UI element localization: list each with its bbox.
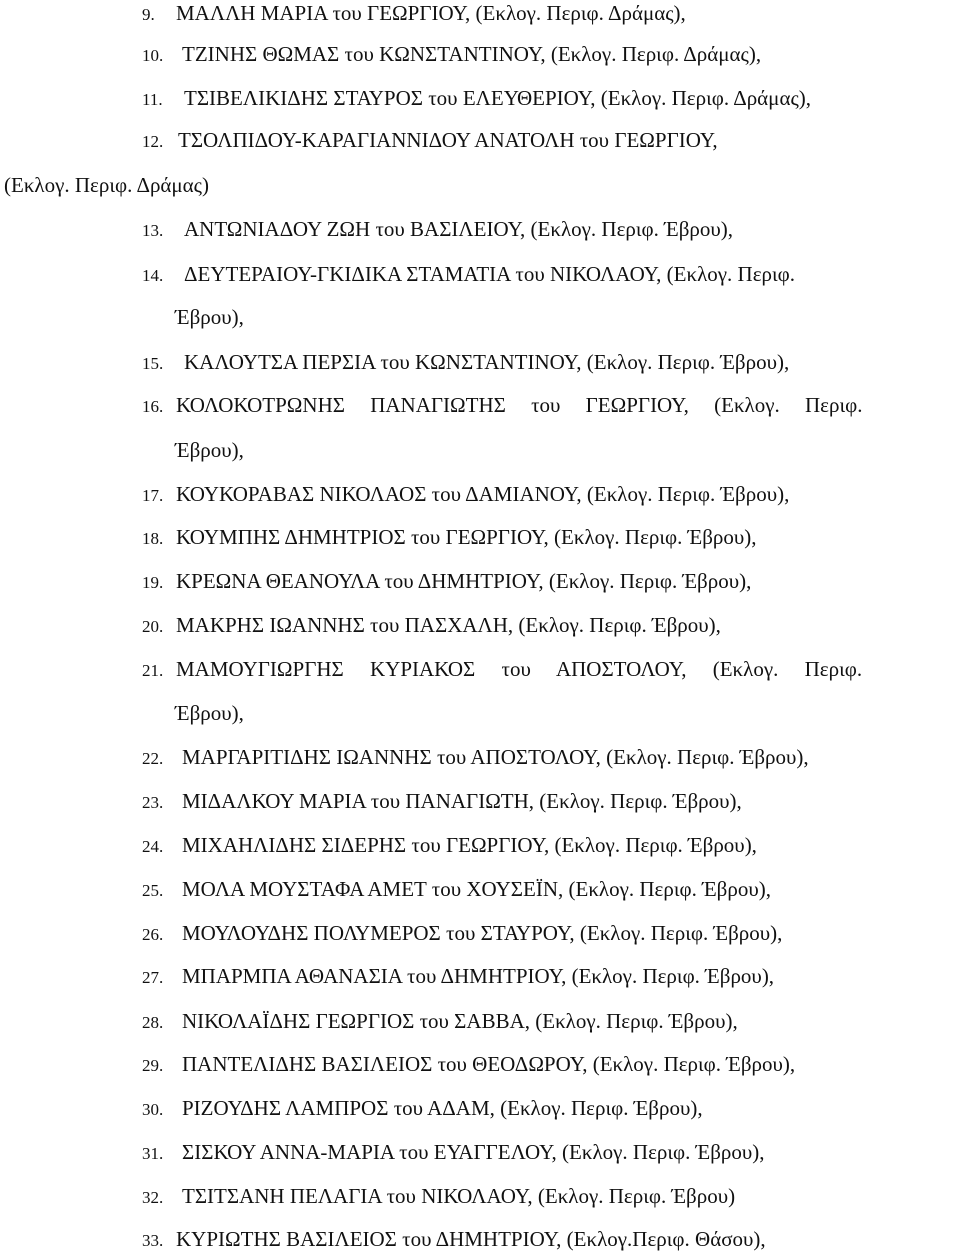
- item-text: ΣΙΣΚΟΥ ΑΝΝΑ-ΜΑΡΙΑ του ΕΥΑΓΓΕΛΟΥ, (Εκλογ. Περιφ. Έβρου),: [182, 1140, 765, 1164]
- list-item: [142, 835, 757, 856]
- item-number: 14.: [142, 266, 164, 285]
- item-number: 17.: [142, 486, 164, 505]
- list-item: [142, 527, 757, 548]
- item-number: 13.: [142, 221, 164, 240]
- item-text: ΚΟΥΚΟΡΑΒΑΣ ΝΙΚΟΛΑΟΣ του ΔΑΜΙΑΝΟΥ, (Εκλογ. Περιφ. Έβρου),: [176, 482, 790, 506]
- item-text: ΜΟΛΑ ΜΟΥΣΤΑΦΑ ΑΜΕΤ του ΧΟΥΣΕΪΝ, (Εκλογ. Περιφ. Έβρου),: [182, 877, 771, 901]
- item-text: ΜΑΜΟΥΓΙΩΡΓΗΣ ΚΥΡΙΑΚΟΣ του ΑΠΟΣΤΟΛΟΥ, (Εκλογ. Περιφ.: [176, 657, 863, 681]
- item-number: 11.: [142, 90, 163, 109]
- item-number: 31.: [142, 1144, 164, 1163]
- item-text: ΚΟΛΟΚΟΤΡΩΝΗΣ ΠΑΝΑΓΙΩΤΗΣ του ΓΕΩΡΓΙΟΥ, (Εκλογ. Περιφ.: [176, 393, 863, 417]
- list-item: [142, 1011, 738, 1032]
- item-number: 9.: [142, 5, 155, 24]
- list-item: [142, 1054, 795, 1075]
- item-number: 20.: [142, 617, 164, 636]
- item-number: 32.: [142, 1188, 164, 1207]
- item-number: 10.: [142, 46, 164, 65]
- item-text: ΜΑΚΡΗΣ ΙΩΑΝΝΗΣ του ΠΑΣΧΑΛΗ, (Εκλογ. Περιφ. Έβρου),: [176, 613, 721, 637]
- item-text: ΔΕΥΤΕΡΑΙΟΥ-ΓΚΙΔΙΚΑ ΣΤΑΜΑΤΙΑ του ΝΙΚΟΛΑΟΥ, (Εκλογ. Περιφ.: [184, 262, 796, 286]
- item-text: ΜΙΧΑΗΛΙΔΗΣ ΣΙΔΕΡΗΣ του ΓΕΩΡΓΙΟΥ, (Εκλογ. Περιφ. Έβρου),: [182, 833, 757, 857]
- list-item: [142, 1142, 765, 1163]
- list-item: [142, 88, 811, 109]
- list-item: [142, 571, 751, 592]
- list-item: [142, 1229, 766, 1250]
- item-text: ΤΖΙΝΗΣ ΘΩΜΑΣ του ΚΩΝΣΤΑΝΤΙΝΟΥ, (Εκλογ. Περιφ. Δράμας),: [182, 42, 762, 66]
- list-item: [142, 615, 721, 636]
- list-item: [142, 923, 782, 944]
- item-number: 21.: [142, 661, 164, 680]
- item-text: ΤΣΙΒΕΛΙΚΙΔΗΣ ΣΤΑΥΡΟΣ του ΕΛΕΥΘΕΡΙΟΥ, (Εκλογ. Περιφ. Δράμας),: [184, 86, 812, 110]
- item-number: 25.: [142, 881, 164, 900]
- item-number: 30.: [142, 1100, 164, 1119]
- item-continuation: (Εκλογ. Περιφ. Δράμας): [4, 173, 209, 197]
- list-item: [142, 395, 863, 416]
- list-item: [142, 264, 795, 285]
- list-item: [142, 747, 809, 768]
- item-text: ΜΠΑΡΜΠΑ ΑΘΑΝΑΣΙΑ του ΔΗΜΗΤΡΙΟΥ, (Εκλογ. Περιφ. Έβρου),: [182, 964, 775, 988]
- item-number: 22.: [142, 749, 164, 768]
- item-text: ΝΙΚΟΛΑΪΔΗΣ ΓΕΩΡΓΙΟΣ του ΣΑΒΒΑ, (Εκλογ. Περιφ. Έβρου),: [182, 1009, 738, 1033]
- item-text: ΤΣΙΤΣΑΝΗ ΠΕΛΑΓΙΑ του ΝΙΚΟΛΑΟΥ, (Εκλογ. Περιφ. Έβρου): [182, 1184, 736, 1208]
- list-item: [142, 130, 718, 151]
- item-text: ΚΟΥΜΠΗΣ ΔΗΜΗΤΡΙΟΣ του ΓΕΩΡΓΙΟΥ, (Εκλογ. Περιφ. Έβρου),: [176, 525, 757, 549]
- list-item: [142, 3, 686, 24]
- list-item: [142, 791, 742, 812]
- item-number: 28.: [142, 1013, 164, 1032]
- list-item: [142, 1098, 703, 1119]
- item-text: ΚΑΛΟΥΤΣΑ ΠΕΡΣΙΑ του ΚΩΝΣΤΑΝΤΙΝΟΥ, (Εκλογ. Περιφ. Έβρου),: [184, 350, 790, 374]
- item-text: ΡΙΖΟΥΔΗΣ ΛΑΜΠΡΟΣ του ΑΔΑΜ, (Εκλογ. Περιφ. Έβρου),: [182, 1096, 703, 1120]
- item-text: ΤΣΟΛΠΙΔΟΥ-ΚΑΡΑΓΙΑΝΝΙΔΟΥ ΑΝΑΤΟΛΗ του ΓΕΩΡΓΙΟΥ,: [178, 128, 718, 152]
- item-number: 12.: [142, 132, 164, 151]
- item-number: 27.: [142, 968, 164, 987]
- item-text: ΜΙΔΑΛΚΟΥ ΜΑΡΙΑ του ΠΑΝΑΓΙΩΤΗ, (Εκλογ. Περιφ. Έβρου),: [182, 789, 742, 813]
- item-continuation: Έβρου),: [175, 701, 244, 725]
- item-number: 23.: [142, 793, 164, 812]
- item-text: ΚΥΡΙΩΤΗΣ ΒΑΣΙΛΕΙΟΣ του ΔΗΜΗΤΡΙΟΥ, (Εκλογ.Περιφ. Θάσου),: [176, 1227, 766, 1251]
- item-number: 29.: [142, 1056, 164, 1075]
- list-item: [142, 879, 771, 900]
- list-item: [142, 484, 789, 505]
- list-item: [142, 966, 774, 987]
- list-item: [142, 352, 789, 373]
- list-item: [142, 44, 761, 65]
- item-text: ΜΑΡΓΑΡΙΤΙΔΗΣ ΙΩΑΝΝΗΣ του ΑΠΟΣΤΟΛΟΥ, (Εκλογ. Περιφ. Έβρου),: [182, 745, 809, 769]
- list-item: [142, 219, 733, 240]
- item-number: 33.: [142, 1231, 164, 1250]
- item-number: 16.: [142, 397, 164, 416]
- item-text: ΠΑΝΤΕΛΙΔΗΣ ΒΑΣΙΛΕΙΟΣ του ΘΕΟΔΩΡΟΥ, (Εκλογ. Περιφ. Έβρου),: [182, 1052, 796, 1076]
- item-continuation: Έβρου),: [175, 438, 244, 462]
- list-item: [142, 1186, 735, 1207]
- item-number: 26.: [142, 925, 164, 944]
- item-text: ΜΟΥΛΟΥΔΗΣ ΠΟΛΥΜΕΡΟΣ του ΣΤΑΥΡΟΥ, (Εκλογ. Περιφ. Έβρου),: [182, 921, 783, 945]
- item-number: 18.: [142, 529, 164, 548]
- item-text: ΚΡΕΩΝΑ ΘΕΑΝΟΥΛΑ του ΔΗΜΗΤΡΙΟΥ, (Εκλογ. Περιφ. Έβρου),: [176, 569, 752, 593]
- list-item: [142, 659, 862, 680]
- item-text: ΑΝΤΩΝΙΑΔΟΥ ΖΩΗ του ΒΑΣΙΛΕΙΟΥ, (Εκλογ. Περιφ. Έβρου),: [184, 217, 734, 241]
- item-number: 15.: [142, 354, 164, 373]
- item-continuation: Έβρου),: [175, 305, 244, 329]
- item-number: 24.: [142, 837, 164, 856]
- item-number: 19.: [142, 573, 164, 592]
- item-text: ΜΑΛΛΗ ΜΑΡΙΑ του ΓΕΩΡΓΙΟΥ, (Εκλογ. Περιφ. Δράμας),: [176, 1, 686, 25]
